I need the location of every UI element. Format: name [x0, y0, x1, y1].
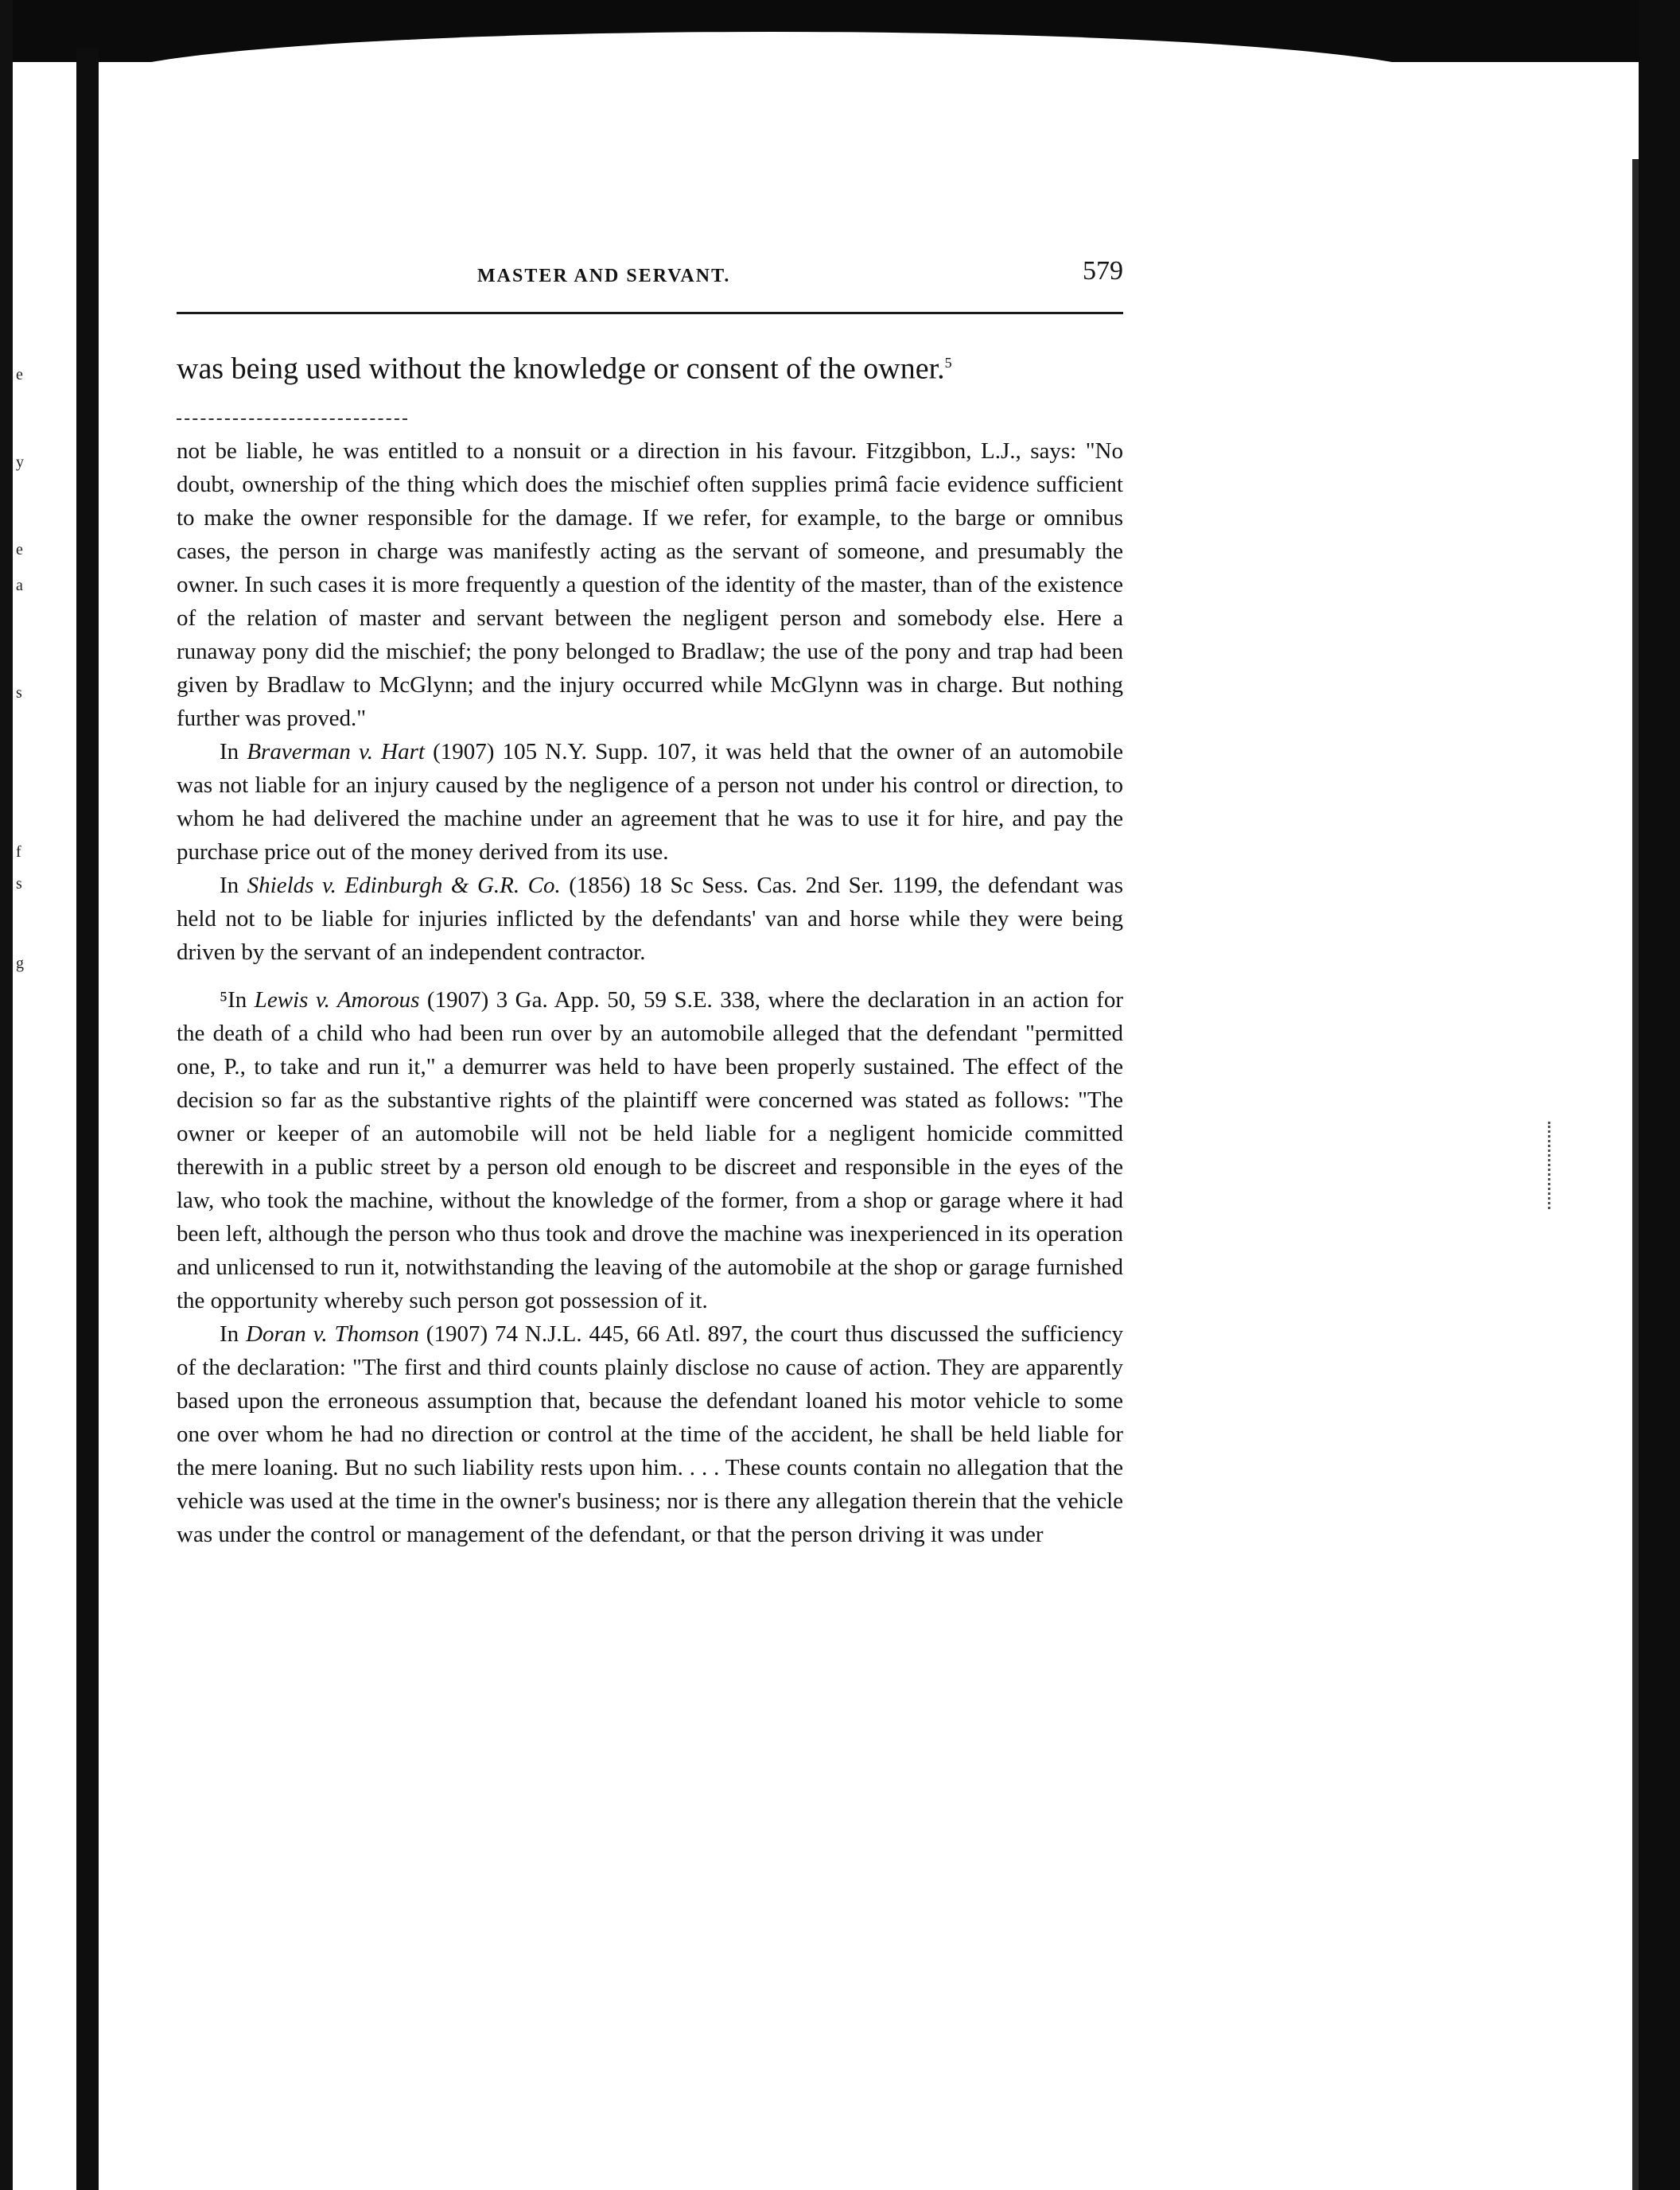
main-text-line — [177, 342, 1123, 390]
scan-border-left — [0, 0, 13, 2190]
scan-border-right — [1639, 0, 1680, 2190]
page-body — [177, 342, 1123, 1551]
margin-fragment: e — [16, 541, 23, 558]
case-name: Doran v. Thomson — [246, 1321, 419, 1347]
facing-page-fragments — [16, 302, 64, 1018]
case-name: Shields v. Edinburgh & G.R. Co. — [247, 872, 561, 898]
footnote-reference: 5 — [944, 355, 952, 371]
footnote-separator — [177, 418, 407, 420]
margin-fragment: s — [16, 875, 22, 893]
page-right-edge — [1632, 159, 1639, 2190]
case-text: (1856) 18 Sc Sess. Cas. 2nd Ser. 1199, the defendant was held not to be liable for injuries inflicted by the defendants' van and horse while they were being driven by the servant of an independent contractor. — [177, 872, 1123, 965]
footnote-paragraph-doran — [177, 1317, 1123, 1551]
footnote-paragraph-lewis — [177, 983, 1123, 1317]
case-prefix: In — [220, 1321, 247, 1347]
margin-fragment: s — [16, 684, 22, 702]
running-header — [177, 256, 1123, 304]
footnote-paragraph-shields — [177, 869, 1123, 969]
case-name: Lewis v. Amorous — [254, 986, 420, 1013]
running-title: MASTER AND SERVANT. — [477, 266, 731, 286]
margin-fragment: e — [16, 366, 23, 383]
scan-speckle — [1548, 1122, 1561, 1209]
margin-fragment: a — [16, 577, 23, 594]
case-text: (1907) 74 N.J.L. 445, 66 Atl. 897, the court thus discussed the sufficiency of the declaration: "The first and third counts plainly disclose no cause of action. They are apparently based upon the erroneous assumption that, because the defendant loaned his motor vehicle to some one over whom he had no direction or control at the time of the accident, he shall be held liable for the mere loaning. But no such liability rests upon him. . . . These counts contain no allegation that the vehicle was used at the time in the owner's business; nor is there any allegation therein that the vehicle was under the control or management of the defendant, or that the person driving it was under — [177, 1321, 1123, 1547]
margin-fragment: f — [16, 843, 21, 861]
case-prefix: In — [220, 872, 247, 898]
case-prefix: In — [220, 738, 247, 764]
case-prefix: ⁵In — [220, 986, 255, 1013]
margin-fragment: g — [16, 955, 24, 972]
main-text: was being used without the knowledge or consent of the owner. — [177, 352, 945, 386]
page-number: 579 — [1083, 256, 1123, 286]
binding-gutter — [76, 48, 99, 2190]
footnote-paragraph-braverman — [177, 735, 1123, 869]
margin-fragment: y — [16, 453, 24, 471]
footnote-continued: not be liable, he was entitled to a nonsuit or a direction in his favour. Fitzgibbon, L.J., says: "No doubt, ownership of the thing which does the mischief often supplies primâ facie evidence sufficient to make the owner responsible for the damage. If we refer, for example, to the barge or omnibus cases, the person in charge was manifestly acting as the servant of someone, and presumably the owner. In such cases it is more frequently a question of the identity of the master, than of the existence of the relation of master and servant between the negligent person and somebody else. Here a runaway pony did the mischief; the pony belonged to Bradlaw; the use of the pony and trap had been given by Bradlaw to McGlynn; and the injury occurred while McGlynn was in charge. But nothing further was proved." — [177, 438, 1123, 731]
case-text: (1907) 105 N.Y. Supp. 107, it was held that the owner of an automobile was not liable for an injury caused by the negligence of a person not under his control or direction, to whom he had delivered the machine under an agreement that he was to use it for hire, and pay the purchase price out of the money derived from its use. — [177, 738, 1123, 865]
header-rule — [177, 312, 1123, 314]
case-text: (1907) 3 Ga. App. 50, 59 S.E. 338, where the declaration in an action for the death of a child who had been run over by an automobile alleged that the defendant "permitted one, P., to take and run it," a demurrer was held to have been properly sustained. The effect of the decision so far as the substantive rights of the plaintiff were concerned was stated as follows: "The owner or keeper of an automobile will not be held liable for a negligent homicide committed therewith in a public street by a person old enough to be discreet and responsible in the eyes of the law, who took the machine, without the knowledge of the former, from a shop or garage where it had been left, although the person who thus took and drove the machine was inexperienced in its operation and unlicensed to run it, notwithstanding the leaving of the automobile at the shop or garage furnished the opportunity whereby such person got possession of it. — [177, 986, 1123, 1313]
case-name: Braverman v. Hart — [247, 738, 425, 764]
